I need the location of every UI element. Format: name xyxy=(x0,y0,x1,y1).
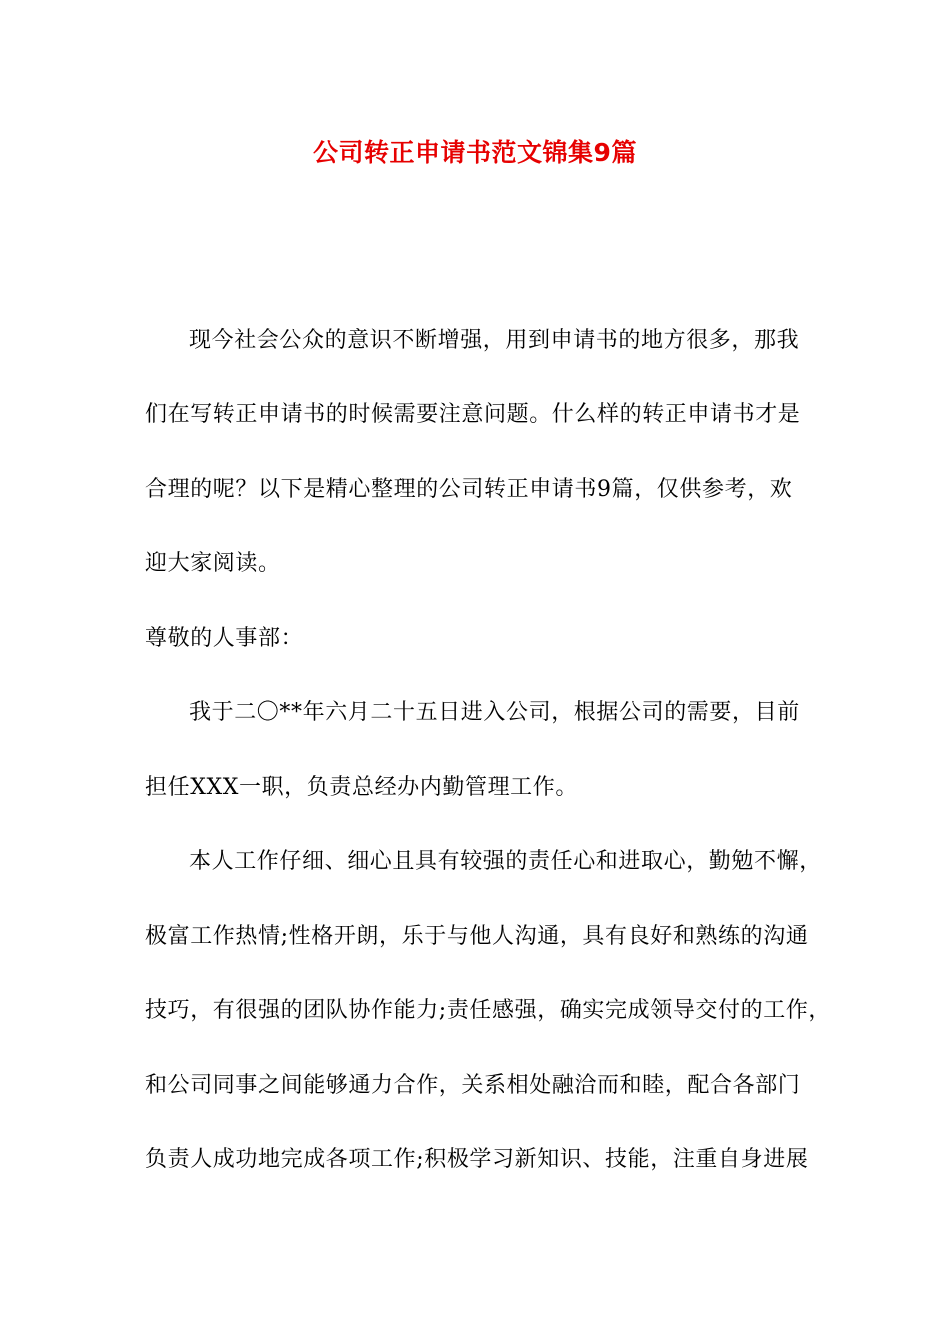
paragraph-line: 技巧，有很强的团队协作能力;责任感强，确实完成领导交付的工作， xyxy=(145,998,832,1023)
paragraph-line: 现今社会公众的意识不断增强，用到申请书的地方很多，那我 xyxy=(189,328,800,353)
paragraph-line: 和公司同事之间能够通力合作，关系相处融洽而和睦，配合各部门 xyxy=(145,1073,801,1098)
paragraph-line: 合理的呢？以下是精心整理的公司转正申请书9篇，仅供参考，欢 xyxy=(145,477,793,502)
paragraph-line: 负责人成功地完成各项工作;积极学习新知识、技能，注重自身进展 xyxy=(145,1147,809,1172)
paragraph-line: 极富工作热情;性格开朗，乐于与他人沟通，具有良好和熟练的沟通 xyxy=(145,924,809,949)
paragraph-line: 本人工作仔细、细心且具有较强的责任心和进取心，勤勉不懈， xyxy=(189,849,822,874)
document-title: 公司转正申请书范文锦集9篇 xyxy=(313,138,637,167)
paragraph-line: 担任XXX一职，负责总经办内勤管理工作。 xyxy=(145,775,578,800)
paragraph-line: 迎大家阅读。 xyxy=(145,551,281,576)
paragraph-line: 我于二〇**年六月二十五日进入公司，根据公司的需要，目前 xyxy=(189,700,800,725)
salutation-line: 尊敬的人事部： xyxy=(145,626,304,651)
paragraph-line: 们在写转正申请书的时候需要注意问题。什么样的转正申请书才是 xyxy=(145,402,801,427)
